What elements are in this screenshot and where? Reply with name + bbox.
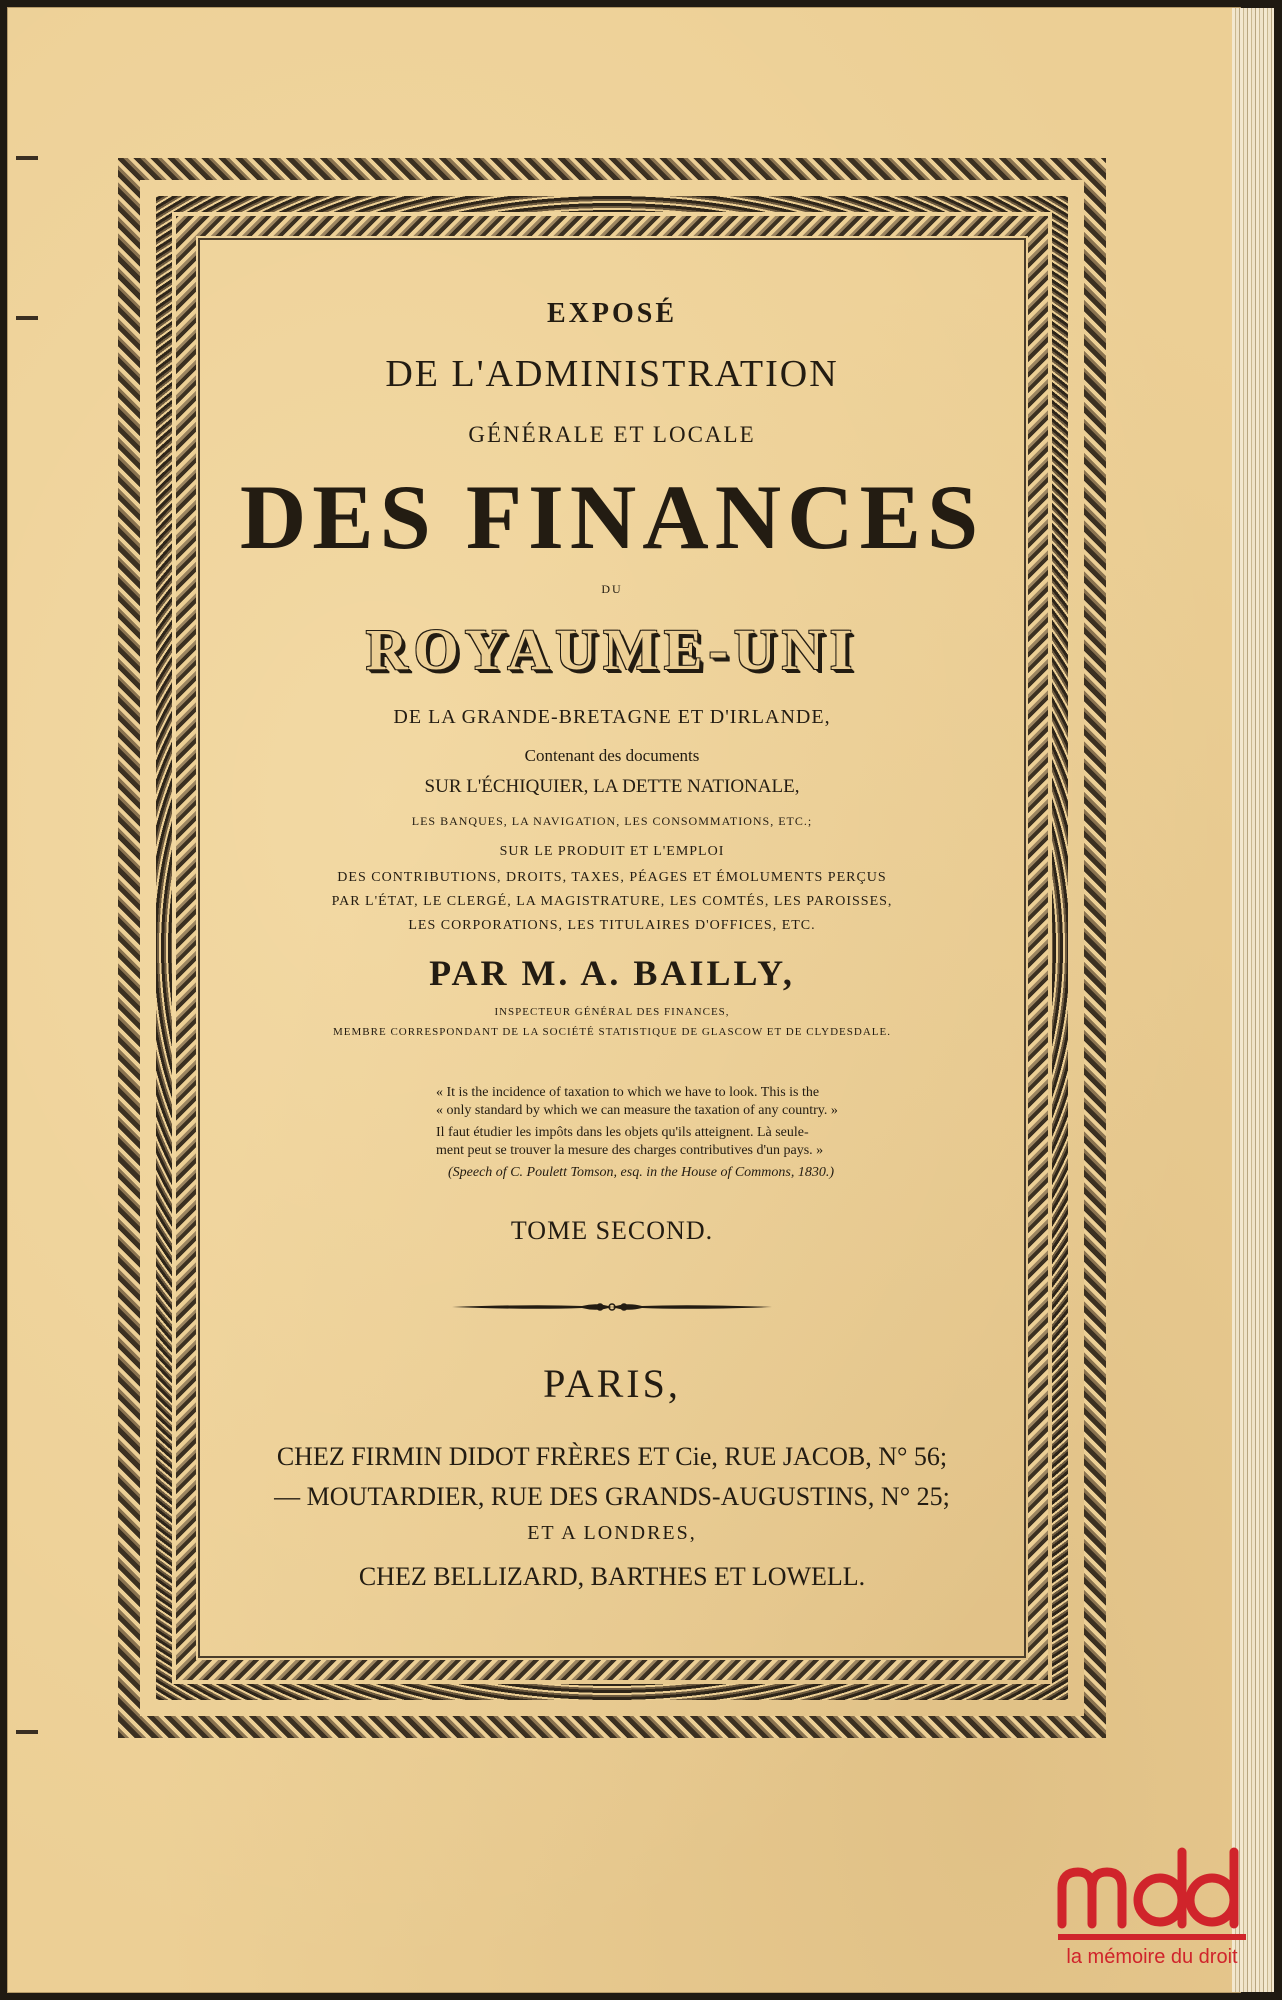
subtitle-contributions: DES CONTRIBUTIONS, DROITS, TAXES, PÉAGES ET ÉMOLUMENTS PERÇUS [337,870,887,885]
page-edges [1232,8,1274,1992]
mdd-logo-icon [1052,1832,1252,1932]
author-title-2: MEMBRE CORRESPONDANT DE LA SOCIÉTÉ STATISTIQUE DE GLASCOW ET DE CLYDESDALE. [333,1026,891,1038]
subtitle-echiquier: SUR L'ÉCHIQUIER, LA DETTE NATIONALE, [424,776,800,797]
spine-mark [16,1730,38,1734]
author-title-1: INSPECTEUR GÉNÉRAL DES FINANCES, [494,1006,730,1018]
title-des-finances: DES FINANCES [239,466,985,568]
volume-label: TOME SECOND. [510,1216,714,1245]
mdd-logo-caption: la mémoire du droit [1066,1946,1238,1968]
spine-mark [16,316,38,320]
title-expose: EXPOSÉ [546,298,678,329]
spine-marks [14,0,34,2000]
subtitle-corporations: LES CORPORATIONS, LES TITULAIRES D'OFFICES, ETC. [408,918,816,933]
epigraph-line: « It is the incidence of taxation to which we have to look. This is the [436,1085,820,1100]
title-du: DU [601,582,623,596]
epigraph-line: ment peut se trouver la mesure des charges contributives d'un pays. » [436,1143,824,1158]
ornamental-rule [452,1300,772,1314]
title-grande-bretagne: DE LA GRANDE-BRETAGNE ET D'IRLANDE, [393,706,831,728]
mdd-logo-bar [1058,1934,1246,1940]
spine-mark [16,156,38,160]
imprint-publisher-2: — MOUTARDIER, RUE DES GRANDS-AUGUSTINS, N° 25; [274,1482,950,1511]
subtitle-contenant: Contenant des documents [524,746,700,765]
imprint-publisher-1: CHEZ FIRMIN DIDOT FRÈRES ET Cie, RUE JACOB, N° 56; [276,1442,948,1471]
title-page-content [200,240,1024,1656]
title-administration: DE L'ADMINISTRATION [385,353,839,395]
author-name: PAR M. A. BAILLY, [429,953,795,993]
epigraph-source: (Speech of C. Poulett Tomson, esq. in the House of Commons, 1830.) [448,1165,835,1180]
subtitle-produit: SUR LE PRODUIT ET L'EMPLOI [499,844,725,859]
subtitle-banques: LES BANQUES, LA NAVIGATION, LES CONSOMMATIONS, ETC.; [411,814,813,828]
imprint-city: PARIS, [543,1361,681,1406]
title-generale: GÉNÉRALE ET LOCALE [468,422,756,447]
mdd-logo [1052,1832,1252,1982]
epigraph-line: Il faut étudier les impôts dans les objets qu'ils atteignent. Là seule- [436,1125,809,1140]
imprint-publisher-3: CHEZ BELLIZARD, BARTHES ET LOWELL. [358,1562,866,1591]
subtitle-par-letat: PAR L'ÉTAT, LE CLERGÉ, LA MAGISTRATURE, LES COMTÉS, LES PAROISSES, [331,894,893,909]
imprint-londres: ET A LONDRES, [527,1522,697,1544]
title-royaume-uni: ROYAUME-UNI [365,617,859,682]
epigraph-line: « only standard by which we can measure the taxation of any country. » [436,1103,838,1118]
